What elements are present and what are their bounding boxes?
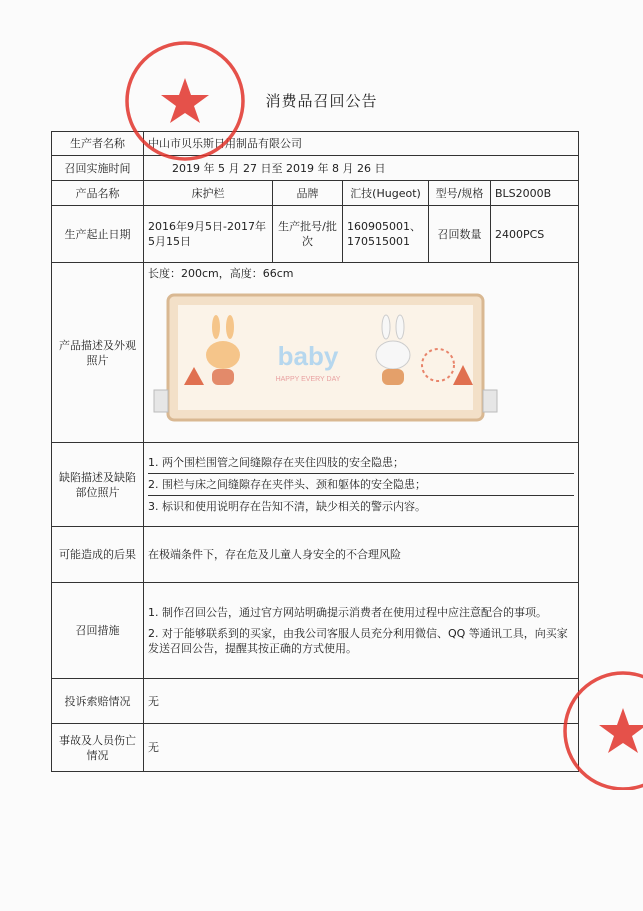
accidents-value: 无 bbox=[144, 724, 579, 772]
period-value: 2019 年 5 月 27 日至 2019 年 8 月 26 日 bbox=[144, 156, 579, 181]
batch-label: 生产批号/批次 bbox=[273, 206, 343, 263]
complaints-label: 投诉索赔情况 bbox=[52, 679, 144, 724]
accidents-label: 事故及人员伤亡情况 bbox=[52, 724, 144, 772]
bed-rail-photo bbox=[148, 285, 498, 435]
model-label: 型号/规格 bbox=[429, 181, 491, 206]
row-defect bbox=[52, 443, 579, 527]
measure-item: 1. 制作召回公告，通过官方网站明确提示消费者在使用过程中应注意配合的事项。 bbox=[148, 606, 547, 619]
brand-label: 品牌 bbox=[273, 181, 343, 206]
row-production bbox=[52, 206, 579, 263]
measure-item: 2. 对于能够联系到的买家，由我公司客服人员充分利用微信、QQ 等通讯工具，向买家发送召回公告，提醒其按正确的方式使用。 bbox=[148, 627, 568, 655]
row-complaints bbox=[52, 679, 579, 724]
measures-cell bbox=[144, 583, 579, 679]
manufacturer-value: 中山市贝乐斯日用制品有限公司 bbox=[144, 132, 579, 156]
batch-value: 160905001、170515001 bbox=[343, 206, 429, 263]
consequence-value: 在极端条件下，存在危及儿童人身安全的不合理风险 bbox=[144, 527, 579, 583]
page-title: 消费品召回公告 bbox=[265, 92, 378, 110]
defect-label: 缺陷描述及缺陷部位照片 bbox=[52, 443, 144, 527]
qty-label: 召回数量 bbox=[429, 206, 491, 263]
company-seal-top bbox=[122, 38, 248, 164]
defect-item: 2. 围栏与床之间缝隙存在夹伴头、颈和躯体的安全隐患； bbox=[148, 474, 574, 496]
qty-value: 2400PCS bbox=[491, 206, 579, 263]
defect-item: 3. 标识和使用说明存在告知不清，缺少相关的警示内容。 bbox=[148, 500, 426, 513]
product-label: 产品名称 bbox=[52, 181, 144, 206]
product-value: 床护栏 bbox=[144, 181, 273, 206]
photo-sub-text: HAPPY EVERY DAY bbox=[275, 376, 341, 383]
complaints-value: 无 bbox=[144, 679, 579, 724]
row-consequence bbox=[52, 527, 579, 583]
defect-item: 1. 两个围栏围管之间缝隙存在夹住四肢的安全隐患； bbox=[148, 452, 574, 474]
production-label: 生产起止日期 bbox=[52, 206, 144, 263]
model-value: BLS2000B bbox=[491, 181, 579, 206]
description-cell bbox=[144, 263, 579, 443]
row-product bbox=[52, 181, 579, 206]
recall-table bbox=[51, 131, 579, 772]
company-seal-bottom bbox=[560, 668, 643, 790]
brand-value: 汇技(Hugeot) bbox=[343, 181, 429, 206]
period-label: 召回实施时间 bbox=[52, 156, 144, 181]
row-measures bbox=[52, 583, 579, 679]
description-label: 产品描述及外观照片 bbox=[52, 263, 144, 443]
defect-cell bbox=[144, 443, 579, 527]
size-caption: 长度：200cm，高度：66cm bbox=[148, 267, 294, 280]
row-description bbox=[52, 263, 579, 443]
manufacturer-label: 生产者名称 bbox=[52, 132, 144, 156]
consequence-label: 可能造成的后果 bbox=[52, 527, 144, 583]
row-accidents bbox=[52, 724, 579, 772]
production-value: 2016年9月5日-2017年5月15日 bbox=[144, 206, 273, 263]
measures-label: 召回措施 bbox=[52, 583, 144, 679]
photo-brand-text: baby bbox=[277, 341, 339, 371]
